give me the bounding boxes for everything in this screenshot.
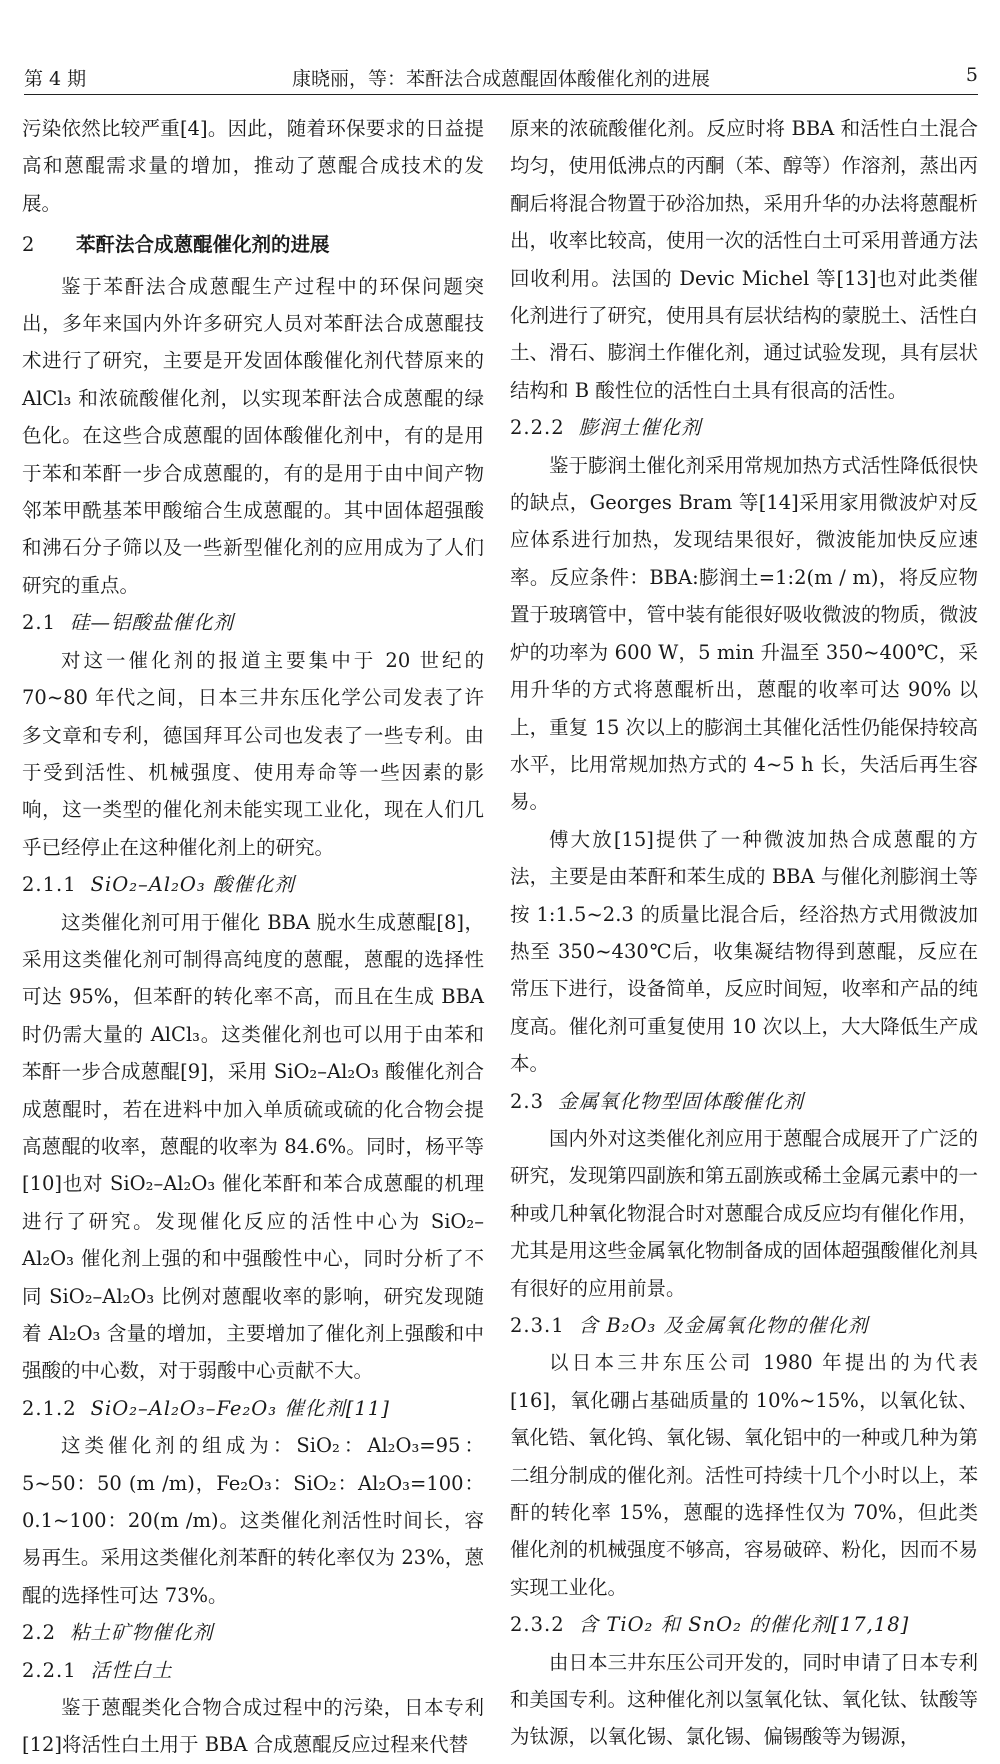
paragraph: 这类催化剂可用于催化 BBA 脱水生成蒽醌[8]，采用这类催化剂可制得高纯度的蒽醌，蒽醌的选择性可达 95%，但苯酐的转化率不高，而且在生成 BBA 时仍需大量的 AlCl₃。这类催化剂也可以用于由苯和苯酐一步合成蒽醌[9]，采用 SiO₂–Al₂O₃ 酸催化剂合成蒽醌时，若在进料中加入单质硫或硫的化合物会提高蒽醌的收率，蒽醌的收率为 84.6%。同时，杨平等[10]也对 SiO₂–Al₂O₃ 催化苯酐和苯合成蒽醌的机理进行了研究。发现催化反应的活性中心为 SiO₂–Al₂O₃ 催化剂上强的和中强酸性中心，同时分析了不同 SiO₂–Al₂O₃ 比例对蒽醌收率的影响，研究发现随着 Al₂O₃ 含量的增加，主要增加了催化剂上强酸和中强酸的中心数，对于弱酸中心贡献不大。 (22, 910, 484, 1383)
subsubsection-heading (22, 1652, 484, 1689)
paragraph: 以日本三井东压公司 1980 年提出的为代表[16]，氧化硼占基础质量的 10%~15%，以氧化钛、氧化锆、氧化钨、氧化锡、氧化铝中的一种或几种为第二组分制成的催化剂。活性可持续十几个小时以上，苯酐的转化率 15%，蒽醌的选择性仅为 70%，但此类催化剂的机械强度不够高，容易破碎、粉化，因而不易实现工业化。 (510, 1351, 979, 1599)
section-number: 2 (22, 233, 35, 257)
section-number: 2.3.1 (510, 1314, 565, 1337)
paragraph: 对这一催化剂的报道主要集中于 20 世纪的 70~80 年代之间，日本三井东压化学公司发表了许多文章和专利，德国拜耳公司也发表了一些专利。由于受到活性、机械强度、使用寿命等一些因素的影响，这一类型的催化剂未能实现工业化，现在人们几乎已经停止在这种催化剂上的研究。 (22, 648, 484, 859)
section-title: SiO₂–Al₂O₃ 酸催化剂 (90, 873, 295, 897)
section-title: SiO₂–Al₂O₃–Fe₂O₃ 催化剂[11] (90, 1396, 390, 1420)
subsection-heading (22, 1614, 484, 1651)
subsubsection-heading (510, 1606, 978, 1643)
section-title: 含 B₂O₃ 及金属氧化物的催化剂 (578, 1314, 869, 1337)
paragraph: 原来的浓硫酸催化剂。反应时将 BBA 和活性白土混合均匀，使用低沸点的丙酮（苯、醇等）作溶剂，蒸出丙酮后将混合物置于砂浴加热，采用升华的办法将蒽醌析出，收率比较高，使用一次的活性白土可采用普通方法回收利用。法国的 Devic Michel 等[13]也对此类催化剂进行了研究，使用具有层状结构的蒙脱土、活性白土、滑石、膨润土作催化剂，通过试验发现，具有层状结构和 B 酸性位的活性白土具有很高的活性。 (510, 117, 979, 402)
section-number: 2.3 (510, 1089, 545, 1113)
left-column (22, 110, 484, 1764)
section-number: 2.1.2 (22, 1396, 77, 1420)
paragraph: 傅大放[15]提供了一种微波加热合成蒽醌的方法，主要是由苯酐和苯生成的 BBA 与催化剂膨润土等按 1:1.5~2.3 的质量比混合后，经浴热方式用微波加热至 350~430℃后，收集凝结物得到蒽醌，反应在常压下进行，设备简单，反应时间短，收率和产品的纯度高。催化剂可重复使用 10 次以上，大大降低生产成本。 (510, 827, 979, 1076)
section-number: 2.2.2 (510, 416, 565, 440)
section-number: 2.2 (22, 1621, 57, 1645)
paragraph: 鉴于蒽醌类化合物合成过程中的污染，日本专利[12]将活性白土用于 BBA 合成蒽醌反应过程来代替 (22, 1696, 484, 1757)
paragraph: 鉴于苯酐法合成蒽醌生产过程中的环保问题突出，多年来国内外许多研究人员对苯酐法合成蒽醌技术进行了研究，主要是开发固体酸催化剂代替原来的 AlCl₃ 和浓硫酸催化剂，以实现苯酐法合成蒽醌的绿色化。在这些合成蒽醌的固体酸催化剂中，有的是用于苯和苯酐一步合成蒽醌的，有的是用于由中间产物邻苯甲酰基苯甲酸缩合生成蒽醌的。其中固体超强酸和沸石分子筛以及一些新型催化剂的应用成为了人们研究的重点。 (22, 274, 484, 597)
section-title: 金属氧化物型固体酸催化剂 (558, 1089, 805, 1113)
running-title: 康晓丽，等：苯酐法合成蒽醌固体酸催化剂的进展 (291, 68, 710, 90)
section-number: 2.1.1 (22, 873, 77, 897)
subsection-heading (22, 604, 484, 641)
section-title: 活性白土 (90, 1658, 173, 1682)
subsubsection-heading (510, 1307, 978, 1344)
right-column (510, 110, 978, 1756)
subsubsection-heading (22, 1390, 484, 1427)
section-number: 2.3.2 (510, 1613, 565, 1637)
subsubsection-heading (22, 866, 484, 903)
running-header (24, 0, 978, 92)
section-number: 2.1 (22, 611, 57, 635)
paragraph: 鉴于膨润土催化剂采用常规加热方式活性降低很快的缺点，Georges Bram 等[14]采用家用微波炉对反应体系进行加热，发现结果很好，微波能加快反应速率。反应条件：BBA:膨润土=1:2(m / m)，将反应物置于玻璃管中，管中装有能很好吸收微波的物质，微波炉的功率为 600 W，5 min 升温至 350~400℃，采用升华的方式将蒽醌析出，蒽醌的收率可达 90% 以上，重复 15 次以上的膨润土其催化活性仍能保持较高水平，比用常规加热方式的 4~5 h 长，失活后再生容易。 (510, 453, 979, 814)
paragraph: 国内外对这类催化剂应用于蒽醌合成展开了广泛的研究，发现第四副族和第五副族或稀土金属元素中的一种或几种氧化物混合时对蒽醌合成反应均有催化作用，尤其是用这些金属氧化物制备成的固体超强酸催化剂具有很好的应用前景。 (510, 1126, 979, 1300)
section-title: 粘土矿物催化剂 (70, 1621, 214, 1645)
section-heading (22, 226, 484, 263)
paragraph: 由日本三井东压公司开发的，同时申请了日本专利和美国专利。这种催化剂以氢氧化钛、氧化钛、钛酸等为钛源，以氧化锡、氯化锡、偏锡酸等为锡源， (510, 1650, 979, 1749)
paragraph: 污染依然比较严重[4]。因此，随着环保要求的日益提高和蒽醌需求量的增加，推动了蒽醌合成技术的发展。 (22, 117, 484, 215)
subsubsection-heading (510, 409, 978, 446)
section-title: 膨润土催化剂 (578, 416, 702, 440)
paragraph: 这类催化剂的组成为：SiO₂：Al₂O₃=95：5~50：50 (m /m)，Fe₂O₃：SiO₂：Al₂O₃=100：0.1~100：20(m /m)。这类催化剂活性时间长，容易再生。采用这类催化剂苯酐的转化率仅为 23%，蒽醌的选择性可达 73%。 (22, 1434, 484, 1607)
page-number: 5 (965, 64, 978, 86)
section-title: 硅—铝酸盐催化剂 (70, 611, 235, 635)
section-title: 含 TiO₂ 和 SnO₂ 的催化剂[17,18] (578, 1613, 910, 1637)
header-rule (24, 94, 978, 95)
section-number: 2.2.1 (22, 1658, 77, 1682)
section-title: 苯酐法合成蒽醌催化剂的进展 (76, 233, 330, 257)
issue-label: 第 4 期 (24, 68, 87, 90)
subsection-heading (510, 1083, 978, 1120)
